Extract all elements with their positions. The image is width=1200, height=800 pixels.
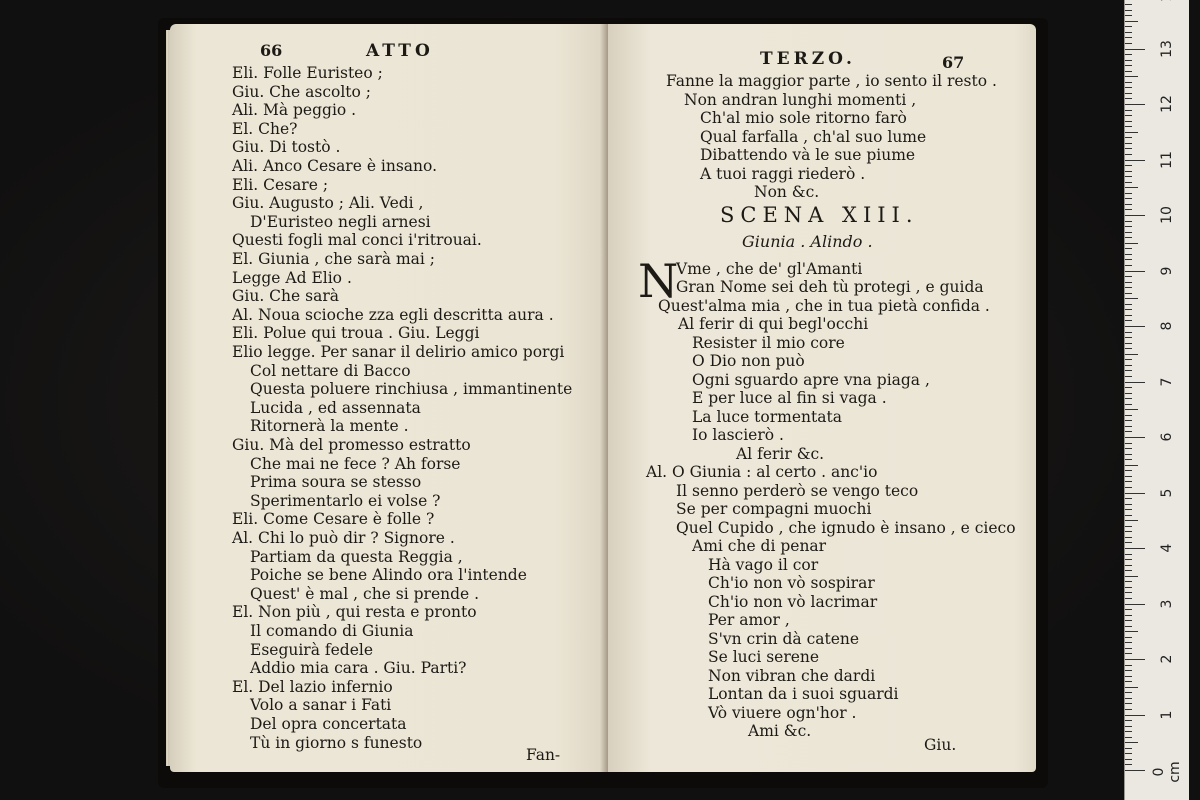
ruler-tick (1125, 98, 1132, 99)
ruler-number: 4 (1159, 543, 1175, 553)
ruler-tick (1125, 581, 1132, 582)
verse-line: Al. Noua scioche zza egli descritta aura . (232, 305, 554, 324)
verse-line: Tù in giorno s funesto (250, 733, 423, 752)
ruler-tick (1125, 415, 1132, 416)
ruler-tick (1125, 309, 1132, 310)
ruler-tick (1125, 742, 1138, 743)
ruler-number: 11 (1159, 150, 1175, 169)
ruler-tick (1125, 376, 1132, 377)
verse-line: Vò viuere ogn'hor . (708, 703, 857, 722)
ruler-tick (1125, 259, 1132, 260)
ruler-tick (1125, 509, 1132, 510)
ruler-tick (1125, 443, 1132, 444)
verse-line: Al ferir &c. (736, 444, 825, 463)
ruler-tick (1125, 304, 1132, 305)
scene-title: SCENA XIII. (720, 203, 919, 227)
ruler-tick (1125, 49, 1145, 50)
ruler-tick (1125, 537, 1132, 538)
verse-line: Il comando di Giunia (250, 622, 414, 640)
ruler-tick (1125, 265, 1132, 266)
ruler-tick (1125, 326, 1145, 327)
ruler-tick (1125, 481, 1132, 482)
ruler-tick (1125, 520, 1138, 521)
ruler-tick (1125, 459, 1132, 460)
verse-line: Eli. Cesare ; (232, 175, 329, 194)
verse-line: Ch'io non vò sospirar (708, 574, 875, 592)
verse-line: D'Euristeo negli arnesi (250, 212, 431, 231)
ruler-tick (1125, 720, 1132, 721)
verse-line: Resister il mio core (692, 333, 845, 352)
ruler-tick (1125, 565, 1132, 566)
verse-line: Del opra concertata (250, 715, 407, 733)
verse-line: Giu. Mà del promesso estratto (232, 436, 471, 454)
ruler-tick (1125, 648, 1132, 649)
ruler-tick (1125, 653, 1132, 654)
verse-line: Lontan da i suoi sguardi (708, 685, 899, 703)
verse-line: El. Non più , qui resta e pronto (232, 603, 477, 622)
ruler-tick (1125, 726, 1132, 727)
ruler-tick (1125, 204, 1132, 205)
verse-line: El. Che? (232, 119, 298, 138)
ruler-tick (1125, 692, 1132, 693)
ruler-tick (1125, 431, 1132, 432)
verse-line: Ritornerà la mente . (250, 417, 409, 436)
page-number: 66 (260, 41, 283, 60)
verse-line: Prima soura se stesso (250, 473, 422, 492)
ruler-tick (1125, 370, 1132, 371)
ruler-tick (1125, 493, 1145, 494)
ruler-tick (1125, 526, 1132, 527)
left-page (170, 24, 608, 772)
running-head: ATTO (366, 41, 434, 61)
verse-line: S'vn crin dà catene (708, 629, 860, 648)
ruler-tick (1125, 753, 1132, 754)
ruler-tick (1125, 393, 1132, 394)
ruler-tick (1125, 437, 1145, 438)
ruler-tick (1125, 531, 1132, 532)
verse-line: Gran Nome sei deh tù protegi , e guida (676, 278, 984, 296)
ruler-tick (1125, 54, 1132, 55)
ruler-tick (1125, 515, 1132, 516)
ruler-tick (1125, 76, 1138, 77)
verse-line: Sperimentarlo ei volse ? (250, 491, 441, 510)
ruler-tick (1125, 137, 1132, 138)
ruler-tick (1125, 382, 1145, 383)
verse-line: La luce tormentata (692, 407, 842, 426)
ruler-tick (1125, 198, 1132, 199)
ruler-tick (1125, 154, 1132, 155)
ruler-tick (1125, 71, 1132, 72)
verse-line: Giu. Di tostò . (232, 138, 341, 157)
ruler-tick (1125, 126, 1132, 127)
verse-line: El. Del lazio infernio (232, 677, 393, 696)
ruler-tick (1125, 764, 1132, 765)
ruler-tick (1125, 498, 1132, 499)
ruler-tick (1125, 232, 1132, 233)
ruler-tick (1125, 587, 1132, 588)
ruler-tick (1125, 354, 1138, 355)
ruler-tick (1125, 631, 1138, 632)
ruler-tick (1125, 332, 1132, 333)
ruler-number: 7 (1159, 377, 1175, 386)
verse-line: Addio mia cara . Giu. Parti? (250, 659, 467, 678)
ruler-tick (1125, 570, 1132, 571)
ruler-tick (1125, 343, 1132, 344)
ruler-number: 3 (1159, 599, 1175, 608)
ruler-tick (1125, 32, 1132, 33)
ruler-tick (1125, 348, 1132, 349)
verse-line: Al. Chi lo può dir ? Signore . (232, 529, 455, 547)
ruler-tick (1125, 387, 1132, 388)
ruler-tick (1125, 93, 1132, 94)
verse-line: Al. O Giunia : al certo . anc'io (646, 463, 878, 481)
ruler-number: 9 (1159, 266, 1175, 275)
ruler-number: 8 (1159, 321, 1175, 331)
ruler-tick (1125, 82, 1132, 83)
page-number: 67 (942, 53, 965, 72)
ruler-tick (1125, 681, 1132, 682)
ruler-tick (1125, 209, 1132, 210)
verse-line: Hà vago il cor (708, 555, 819, 574)
ruler-tick (1125, 187, 1138, 188)
ruler-number: 6 (1159, 432, 1175, 442)
verse-line: Questi fogli mal conci i'ritrouai. (232, 231, 482, 250)
scene-persons: Giunia . Alindo . (742, 232, 873, 251)
ruler-tick (1125, 448, 1132, 449)
ruler-tick (1125, 282, 1132, 283)
ruler-tick (1125, 4, 1132, 5)
ruler-tick (1125, 659, 1145, 660)
ruler-tick (1125, 409, 1138, 410)
ruler-tick (1125, 609, 1132, 610)
verse-line: E per luce al fin si vaga . (692, 389, 887, 407)
verse-line: Eli. Come Cesare è folle ? (232, 510, 435, 529)
verse-line: Il senno perderò se vengo teco (676, 481, 919, 500)
verse-line: Legge Ad Elio . (232, 268, 352, 287)
verse-line: Vme , che de' gl'Amanti (676, 260, 863, 278)
ruler-tick (1125, 287, 1132, 288)
ruler-tick (1125, 337, 1132, 338)
verse-line: Eseguirà fedele (250, 640, 374, 659)
ruler-tick (1125, 731, 1132, 732)
verse-line: Al ferir di qui begl'occhi (678, 315, 869, 333)
ruler-tick (1125, 182, 1132, 183)
ruler-tick (1125, 487, 1132, 488)
ruler-tick (1125, 165, 1132, 166)
ruler-tick (1125, 592, 1132, 593)
verse-line: Ch'io non vò lacrimar (708, 592, 878, 611)
ruler-tick (1125, 576, 1138, 577)
ruler-tick (1125, 10, 1132, 11)
ruler-tick (1125, 293, 1132, 294)
verse-line: Ogni sguardo apre vna piaga , (692, 370, 930, 389)
ruler-tick (1125, 420, 1132, 421)
verse-line: Non andran lunghi momenti , (684, 90, 917, 109)
verse-line: Se luci serene (708, 648, 820, 666)
verse-line: Ali. Anco Cesare è insano. (232, 157, 438, 175)
ruler-tick (1125, 148, 1132, 149)
verse-line: Poiche se bene Alindo ora l'intende (250, 566, 527, 585)
ruler-tick (1125, 43, 1132, 44)
verse-line: Se per compagni muochi (676, 500, 872, 518)
verse-line: Giu. Che ascolto ; (232, 82, 371, 101)
catchword: Fan- (526, 746, 561, 764)
ruler-number: 10 (1159, 206, 1175, 224)
ruler-tick (1125, 271, 1145, 272)
ruler-tick (1125, 770, 1145, 771)
ruler-tick (1125, 160, 1145, 161)
ruler-tick (1125, 26, 1132, 27)
verse-line: Giu. Augusto ; Ali. Vedi , (232, 194, 424, 213)
verse-line: Giu. Che sarà (232, 287, 339, 306)
ruler-tick (1125, 748, 1132, 749)
ruler-tick (1125, 637, 1132, 638)
ruler-tick (1125, 226, 1132, 227)
ruler-tick (1125, 709, 1132, 710)
ruler-tick (1125, 665, 1132, 666)
ruler-tick (1125, 359, 1132, 360)
ruler-tick (1125, 476, 1132, 477)
verse-line: Partiam da questa Reggia , (250, 547, 463, 566)
ruler-number: 13 (1159, 39, 1175, 58)
ruler-tick (1125, 465, 1138, 466)
verse-line: Non vibran che dardi (708, 666, 876, 685)
ruler-unit-label: 0 cm (1151, 761, 1183, 783)
verse-line: Ch'al mio sole ritorno farò (700, 109, 907, 127)
ruler-tick (1125, 254, 1132, 255)
ruler-tick (1125, 598, 1132, 599)
drop-cap: N (638, 254, 679, 308)
ruler-tick (1125, 737, 1132, 738)
ruler-tick (1125, 237, 1132, 238)
verse-line: Non &c. (754, 183, 820, 201)
ruler-tick (1125, 21, 1138, 22)
ruler-number: 2 (1159, 654, 1175, 664)
ruler-tick (1125, 143, 1132, 144)
ruler-number: 5 (1159, 488, 1175, 497)
ruler-tick (1125, 626, 1132, 627)
verse-line: Ami &c. (748, 722, 812, 740)
ruler-tick (1125, 715, 1145, 716)
ruler-number: 1 (1159, 710, 1175, 719)
ruler-tick (1125, 398, 1132, 399)
verse-line: Ali. Mà peggio . (232, 101, 357, 120)
ruler-tick (1125, 176, 1132, 177)
ruler-tick (1125, 470, 1132, 471)
ruler-tick (1125, 554, 1132, 555)
ruler-tick (1125, 243, 1138, 244)
ruler-tick (1125, 620, 1132, 621)
ruler-tick (1125, 37, 1132, 38)
verse-line: Col nettare di Bacco (250, 361, 411, 380)
ruler-tick (1125, 404, 1132, 405)
verse-line: Quest'alma mia , che in tua pietà confida . (658, 296, 990, 315)
verse-line: Volo a sanar i Fati (250, 696, 392, 715)
ruler-tick (1125, 542, 1132, 543)
ruler-number (1159, 0, 1175, 5)
ruler-tick (1125, 132, 1138, 133)
ruler-tick (1125, 115, 1132, 116)
verse-line: O Dio non può (692, 352, 805, 370)
ruler-tick (1125, 15, 1132, 16)
ruler-tick (1125, 320, 1132, 321)
ruler-tick (1125, 687, 1138, 688)
ruler-tick (1125, 121, 1132, 122)
ruler-tick (1125, 215, 1145, 216)
verse-line: Elio legge. Per sanar il delirio amico porgi (232, 343, 565, 361)
verse-line: Per amor , (708, 611, 790, 629)
ruler-tick (1125, 676, 1132, 677)
verse-line: Eli. Polue qui troua . Giu. Leggi (232, 324, 480, 343)
verse-line: Quel Cupido , che ignudo è insano , e cieco (676, 518, 1016, 537)
ruler-tick (1125, 298, 1138, 299)
ruler-tick (1125, 104, 1145, 105)
ruler-tick (1125, 454, 1132, 455)
ruler-tick (1125, 110, 1132, 111)
ruler-tick (1125, 703, 1132, 704)
ruler-tick (1125, 759, 1132, 760)
verse-line: Eli. Folle Euristeo ; (232, 64, 383, 82)
ruler-number: 12 (1159, 95, 1175, 113)
running-head: TERZO. (760, 49, 856, 69)
ruler-tick (1125, 65, 1132, 66)
ruler-tick (1125, 615, 1132, 616)
verse-line: Io lascierò . (692, 426, 784, 444)
ruler-tick (1125, 670, 1132, 671)
ruler-tick (1125, 221, 1132, 222)
ruler-tick (1125, 642, 1132, 643)
verse-line: Qual farfalla , ch'al suo lume (700, 127, 927, 146)
ruler-tick (1125, 60, 1132, 61)
verse-line: Ami che di penar (692, 537, 827, 555)
ruler-tick (1125, 193, 1132, 194)
ruler-tick (1125, 248, 1132, 249)
verse-line: Dibattendo và le sue piume (700, 146, 916, 164)
ruler-tick (1125, 426, 1132, 427)
ruler-tick (1125, 315, 1132, 316)
ruler-tick (1125, 604, 1145, 605)
ruler-tick (1125, 171, 1132, 172)
verse-line: El. Giunia , che sarà mai ; (232, 250, 435, 268)
measuring-ruler (1124, 0, 1189, 800)
ruler-tick (1125, 698, 1132, 699)
verse-line: A tuoi raggi riederò . (700, 164, 866, 183)
ruler-tick (1125, 504, 1132, 505)
ruler-tick (1125, 365, 1132, 366)
verse-line: Questa poluere rinchiusa , immantinente (250, 380, 573, 399)
verse-line: Fanne la maggior parte , io sento il resto . (666, 72, 997, 90)
ruler-tick (1125, 548, 1145, 549)
verse-line: Quest' è mal , che si prende . (250, 584, 480, 603)
catchword: Giu. (924, 736, 957, 754)
ruler-tick (1125, 559, 1132, 560)
verse-line: Lucida , ed assennata (250, 398, 421, 417)
verse-line: Che mai ne fece ? Ah forse (250, 454, 461, 473)
ruler-tick (1125, 87, 1132, 88)
right-page (608, 24, 1036, 772)
ruler-tick (1125, 276, 1132, 277)
